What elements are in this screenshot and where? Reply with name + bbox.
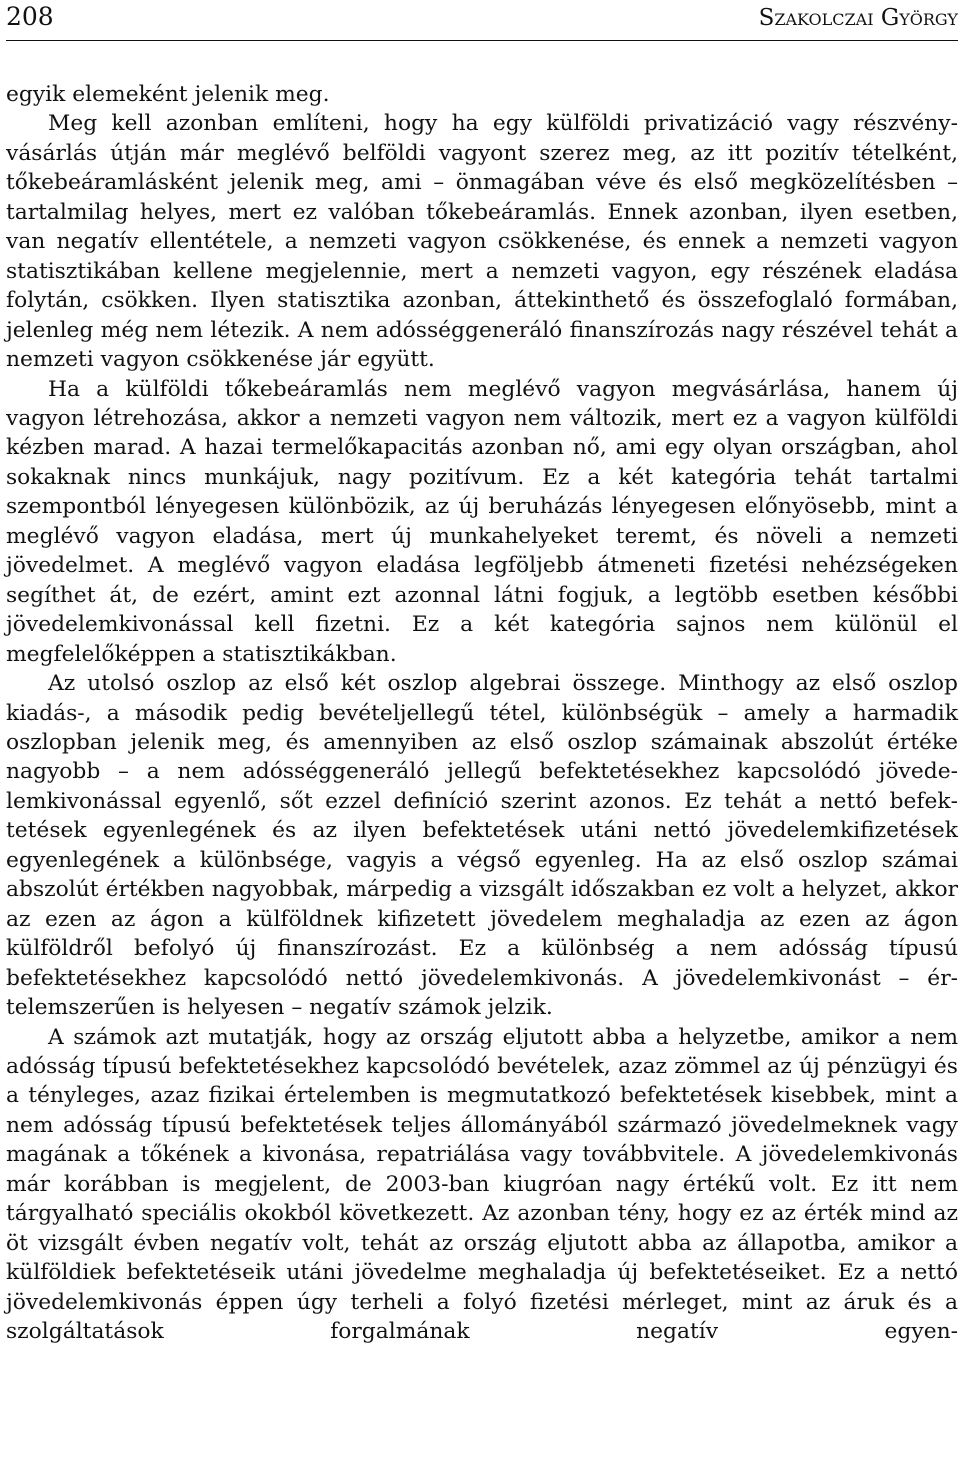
page-header — [6, 0, 958, 41]
page-number: 208 — [6, 2, 54, 31]
paragraph-continuation: egyik elemeként jelenik meg. — [6, 82, 330, 107]
paragraph: Az utolsó oszlop az első két oszlop algebrai összege. Minthogy az első oszlop kiadás-, a második pedig bevételjellegű tétel, különbségük – amely a harmadik oszlopban jelenik meg, és amennyiben az első oszlop számainak abszolút értéke nagyobb – a nem adósséggeneráló jellegű befektetésekhez kapcsolódó jövedelemkivonással egyenlő, sőt ezzel definíció szerint azonos. Ez tehát a nettó befektetések egyenlegének és az ilyen befektetések utáni nettó jövedelemkifizetések egyenlegének a különbsége, vagyis a végső egyenleg. Ha az első oszlop számai abszolút értékben nagyobbak, márpedig a vizsgált időszakban ez volt a helyzet, akkor az ezen az ágon a külföldnek kifizetett jövedelem meghaladja az ezen az ágon külföldről befolyó új finanszírozást. Ez a különbség a nem adósság típusú befektetésekhez kapcsolódó nettó jövedelemkivonás. A jövedelemkivonást – értelemszerűen is helyesen – negatív számok jelzik. — [6, 671, 958, 1021]
running-head: Szakolczai György — [758, 5, 958, 31]
body-text — [6, 80, 958, 1346]
paragraph: Ha a külföldi tőkebeáramlás nem meglévő vagyon megvásárlása, hanem új vagyon létrehozása, akkor a nemzeti vagyon nem változik, mert ez a vagyon külföldi kézben marad. A hazai termelőkapacitás azonban nő, ami egy olyan országban, ahol sokaknak nincs munkájuk, nagy pozitívum. Ez a két kategória tehát tartalmi szempontból lényegesen különbözik, az új beruházás lényegesen előnyösebb, mint a meglévő vagyon eladása, mert új munkahelyeket teremt, és növeli a nemzeti jövedelmet. A meglévő vagyon eladása legföljebb átmeneti fizetési nehézségeken segíthet át, de ezért, amint ezt azonnal látni fogjuk, a legtöbb esetben későbbi jövedelemkivonással kell fizetni. Ez a két kategória sajnos nem különül el megfelelőképpen a statisztikákban. — [6, 376, 958, 667]
paragraph: Meg kell azonban említeni, hogy ha egy külföldi privatizáció vagy részvényvásárlás útján már meglévő belföldi vagyont szerez meg, az itt pozitív tételként, tőkebeáramlásként jelenik meg, ami – önmagában véve és első megközelítésben – tartalmilag helyes, mert ez valóban tőkebeáramlás. Ennek azonban, ilyen esetben, van negatív ellentétele, a nemzeti vagyon csökkenése, és ennek a nemzeti vagyon statisztikában kellene megjelennie, mert a nemzeti vagyon, egy részének eladása folytán, csökken. Ilyen statisztika azonban, áttekinthető és összefoglaló formában, jelenleg még nem létezik. A nem adósséggeneráló finanszírozás nagy részével tehát a nemzeti vagyon csökkenése jár együtt. — [6, 111, 958, 373]
paragraph: A számok azt mutatják, hogy az ország eljutott abba a helyzetbe, amikor a nem adósság típusú befektetésekhez kapcsolódó bevételek, azaz zömmel az új pénzügyi és a tényleges, azaz fizikai értelemben is megmutatkozó befektetések kisebbek, mint a nem adósság típusú befektetések teljes állományából származó jövedelmeknek vagy magának a tőkének a kivonása, repatriálása vagy továbbvitele. A jövedelemkivonás már korábban is megjelent, de 2003-ban kiugróan nagy értékű volt. Ez itt nem tárgyalható speciális okokból következett. Az azonban tény, hogy ez az érték mind az öt vizsgált évben negatív volt, tehát az ország eljutott abba az állapotba, amikor a külföldiek befektetéseik utáni jövedelme meghaladja új befektetéseiket. Ez a nettó jövedelemkivonás éppen úgy terheli a folyó fizetési mérleget, mint az áruk és a szolgáltatások forgalmának negatív egyen- — [6, 1024, 958, 1345]
document-page — [6, 0, 958, 1471]
